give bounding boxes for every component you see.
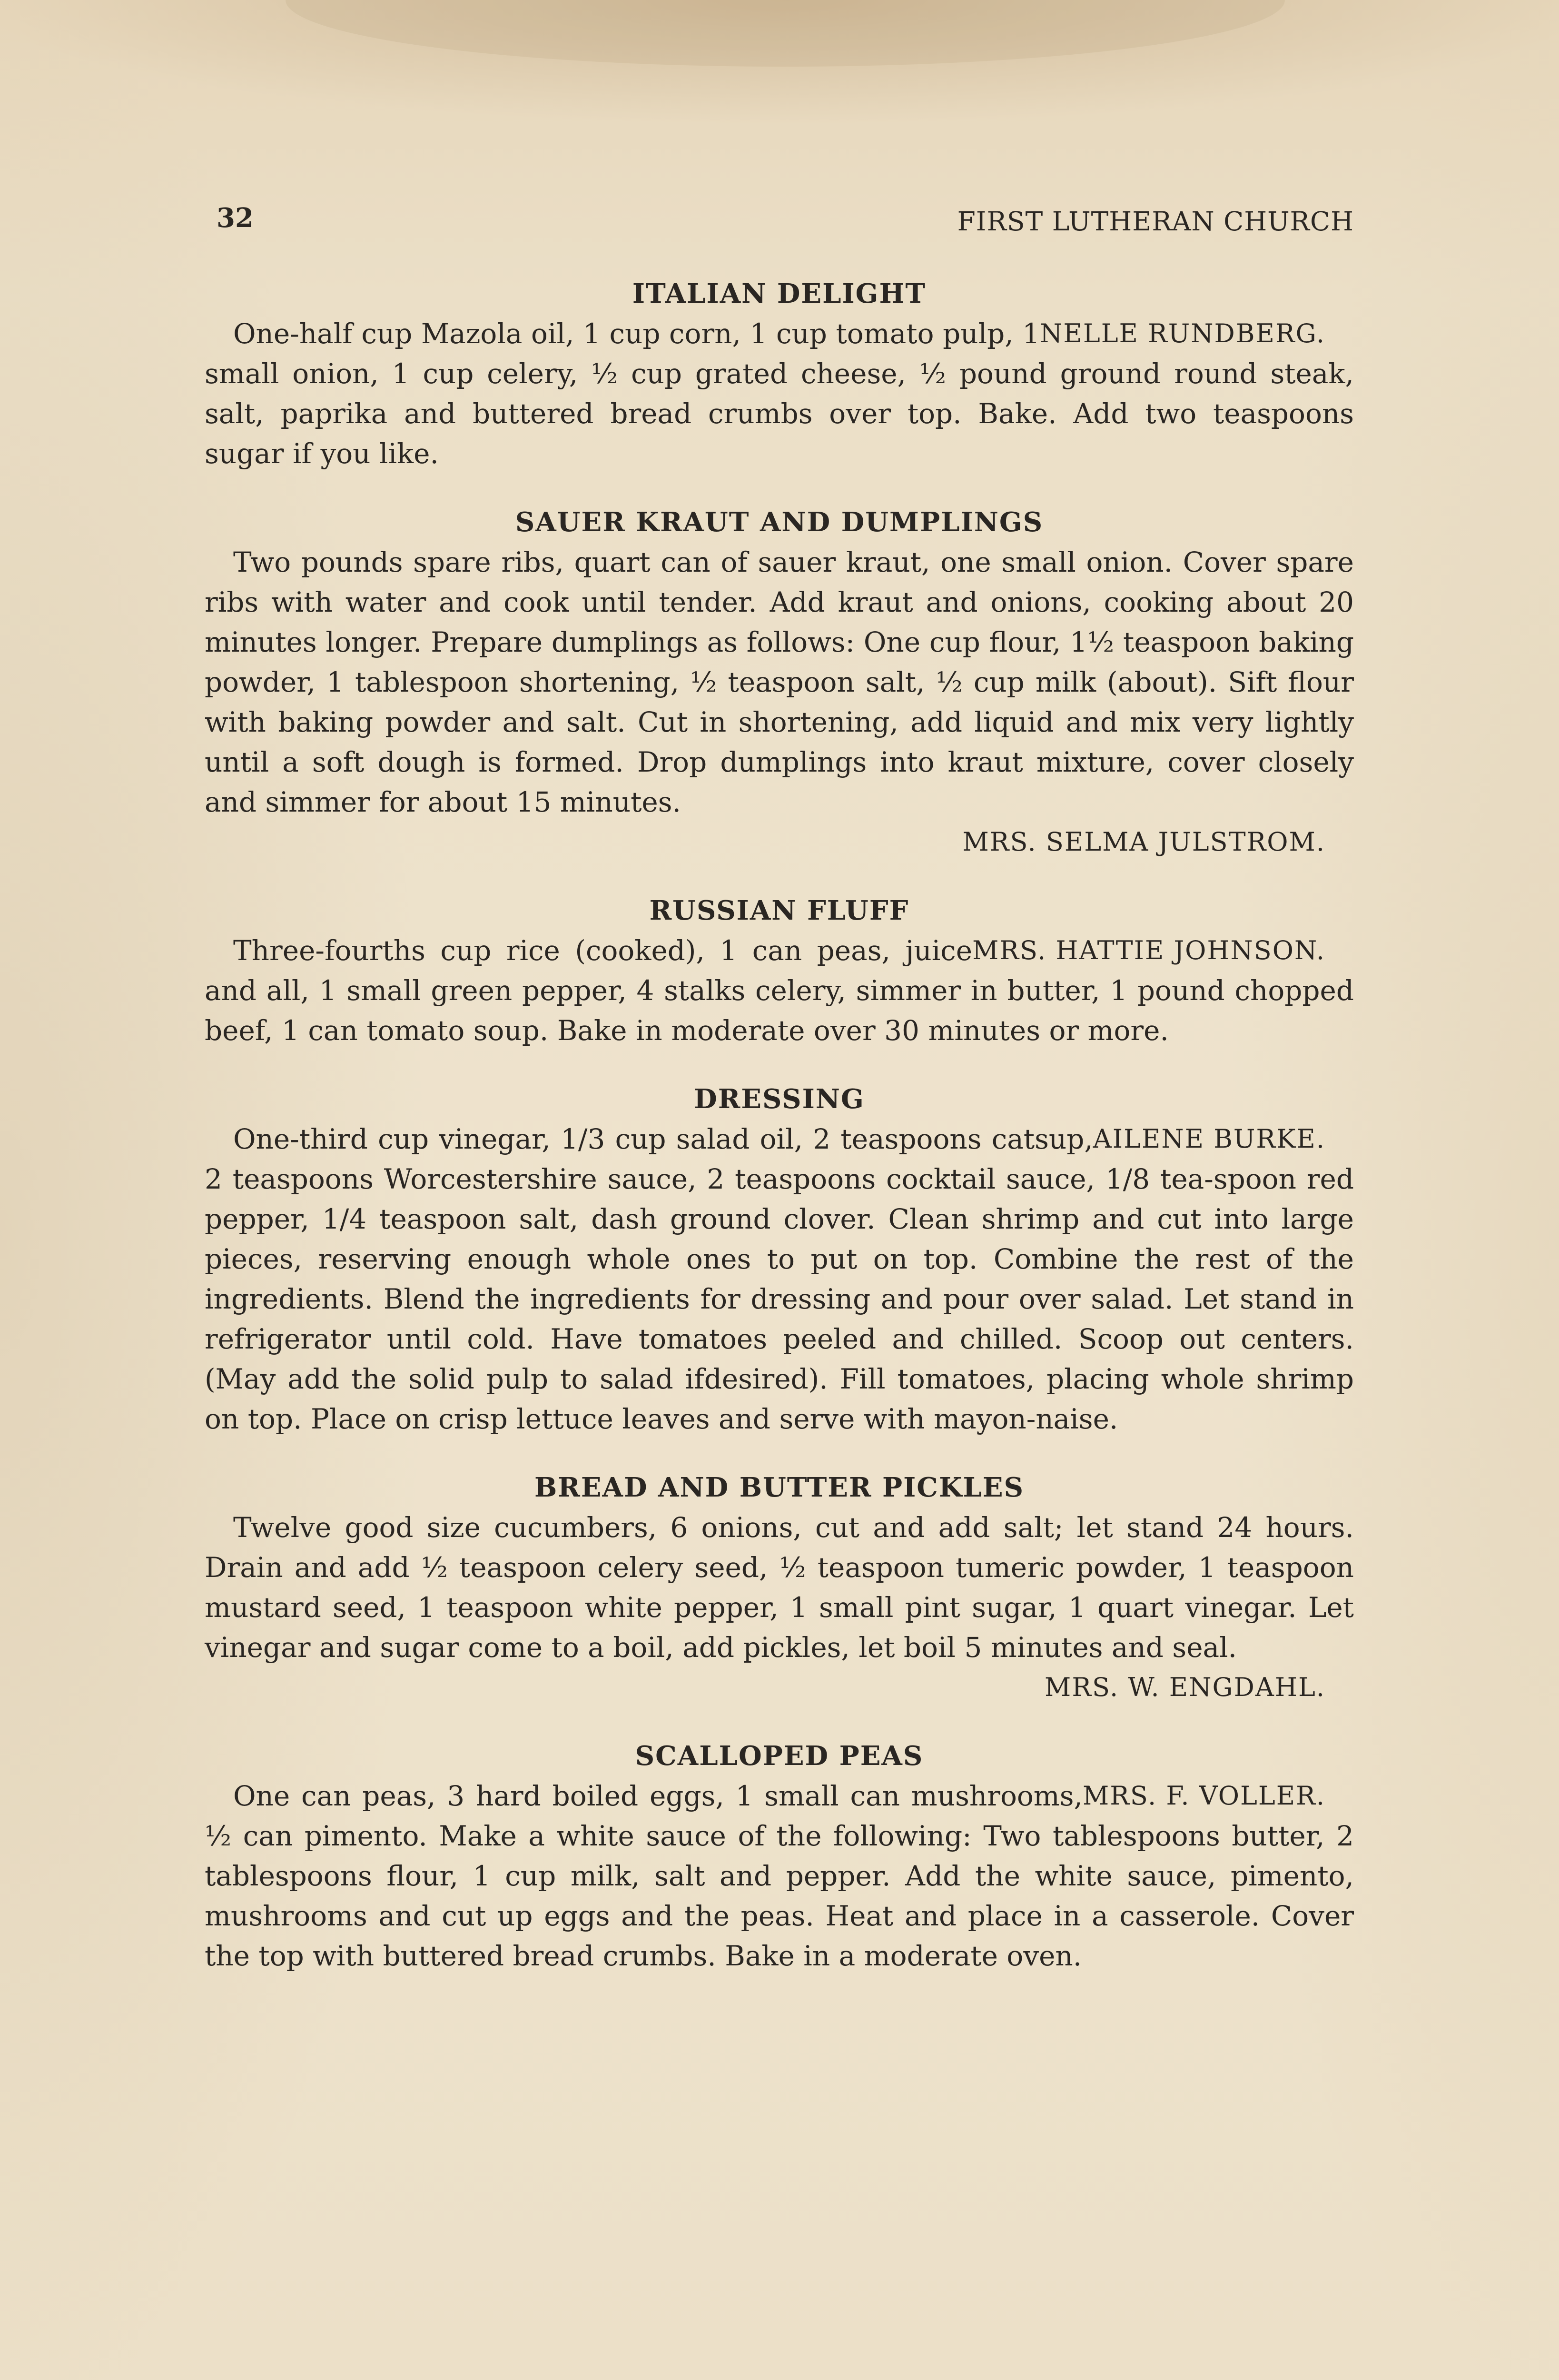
recipe-text: Three-fourths cup rice (cooked), 1 can peas, juice and all, 1 small green pepper, 4 stalks celery, simmer in butter, 1 pound chopped beef, 1 can tomato soup. Bake in moderate over 30 minutes or more. <box>205 934 1354 1047</box>
recipe-title: ITALIAN DELIGHT <box>632 278 927 309</box>
recipe-scalloped-peas <box>205 1736 1354 1976</box>
page-number: 32 <box>217 202 254 234</box>
recipe-text: One-half cup Mazola oil, 1 cup corn, 1 cup tomato pulp, 1 small onion, 1 cup celery, ½ cup grated cheese, ½ pound ground round steak, salt, paprika and buttered bread crumbs over top. Bake. Add two teaspoons sugar if you like. <box>205 317 1354 470</box>
recipe-author: NELLE RUNDBERG. <box>1040 318 1325 348</box>
recipe-body <box>205 1776 1354 1976</box>
recipe-text: One-third cup vinegar, 1/3 cup salad oil, 2 teaspoons catsup, 2 teaspoons Worcestershire sauce, 2 teaspoons cocktail sauce, 1/8 tea-spoon red pepper, 1/4 teaspoon salt, dash ground clover. Clean shrimp and cut into large pieces, reserving enough whole ones to put on top. Combine the rest of the ingredients. Blend the ingredients for dressing and pour over salad. Let stand in refrigerator until cold. Have tomatoes peeled and chilled. Scoop out centers. (May add the solid pulp to salad ifdesired). Fill tomatoes, placing whole shrimp on top. Place on crisp lettuce leaves and serve with mayon-naise. <box>205 1123 1354 1435</box>
recipe-dressing <box>205 1079 1354 1439</box>
recipe-author: MRS. HATTIE JOHNSON. <box>972 935 1325 965</box>
recipe-body: Two pounds spare ribs, quart can of sauer kraut, one small onion. Cover spare ribs with water and cook until tender. Add kraut and onions, cooking about 20 minutes longer. Prepare dumplings as follows: One cup flour, 1½ teaspoon baking powder, 1 tablespoon shortening, ½ teaspoon salt, ½ cup milk (about). Sift flour with baking powder and salt. Cut in shortening, add liquid and mix very lightly until a soft dough is formed. Drop dumplings into kraut mixture, cover closely and simmer for about 15 minutes. <box>205 546 1354 818</box>
recipe-body <box>205 1119 1354 1439</box>
recipe-body <box>205 314 1354 474</box>
recipe-author: AILENE BURKE. <box>1093 1124 1325 1154</box>
recipe-author: MRS. SELMA JULSTROM. <box>962 827 1325 857</box>
recipe-title: DRESSING <box>694 1083 865 1115</box>
running-title: FIRST LUTHERAN CHURCH <box>957 206 1354 237</box>
recipe-body: Twelve good size cucumbers, 6 onions, cut and add salt; let stand 24 hours. Drain and add ½ teaspoon celery seed, ½ teaspoon tumeric powder, 1 teaspoon mustard seed, 1 teaspoon white pepper, 1 small pint sugar, 1 quart vinegar. Let vinegar and sugar come to a boil, add pickles, let boil 5 minutes and seal. <box>205 1511 1354 1664</box>
recipe-author: MRS. W. ENGDAHL. <box>1045 1672 1325 1702</box>
recipe-sauer-kraut-and-dumplings <box>205 502 1354 862</box>
running-header <box>217 202 1354 240</box>
recipe-russian-fluff <box>205 891 1354 1051</box>
recipe-list <box>205 274 1354 2004</box>
recipe-title: RUSSIAN FLUFF <box>649 895 909 926</box>
recipe-title: SCALLOPED PEAS <box>635 1740 924 1772</box>
recipe-text: One can peas, 3 hard boiled eggs, 1 small can mushrooms, ½ can pimento. Make a white sauce of the following: Two tablespoons butter, 2 tablespoons flour, 1 cup milk, salt and pepper. Add the white sauce, pimento, mushrooms and cut up eggs and the peas. Heat and place in a casserole. Cover the top with buttered bread crumbs. Bake in a moderate oven. <box>205 1780 1354 1972</box>
recipe-author: MRS. F. VOLLER. <box>1082 1781 1325 1811</box>
recipe-title: SAUER KRAUT AND DUMPLINGS <box>515 506 1044 538</box>
water-stain <box>286 0 1285 67</box>
recipe-bread-and-butter-pickles <box>205 1468 1354 1707</box>
recipe-title: BREAD AND BUTTER PICKLES <box>534 1472 1025 1503</box>
recipe-body <box>205 931 1354 1051</box>
recipe-italian-delight <box>205 274 1354 474</box>
